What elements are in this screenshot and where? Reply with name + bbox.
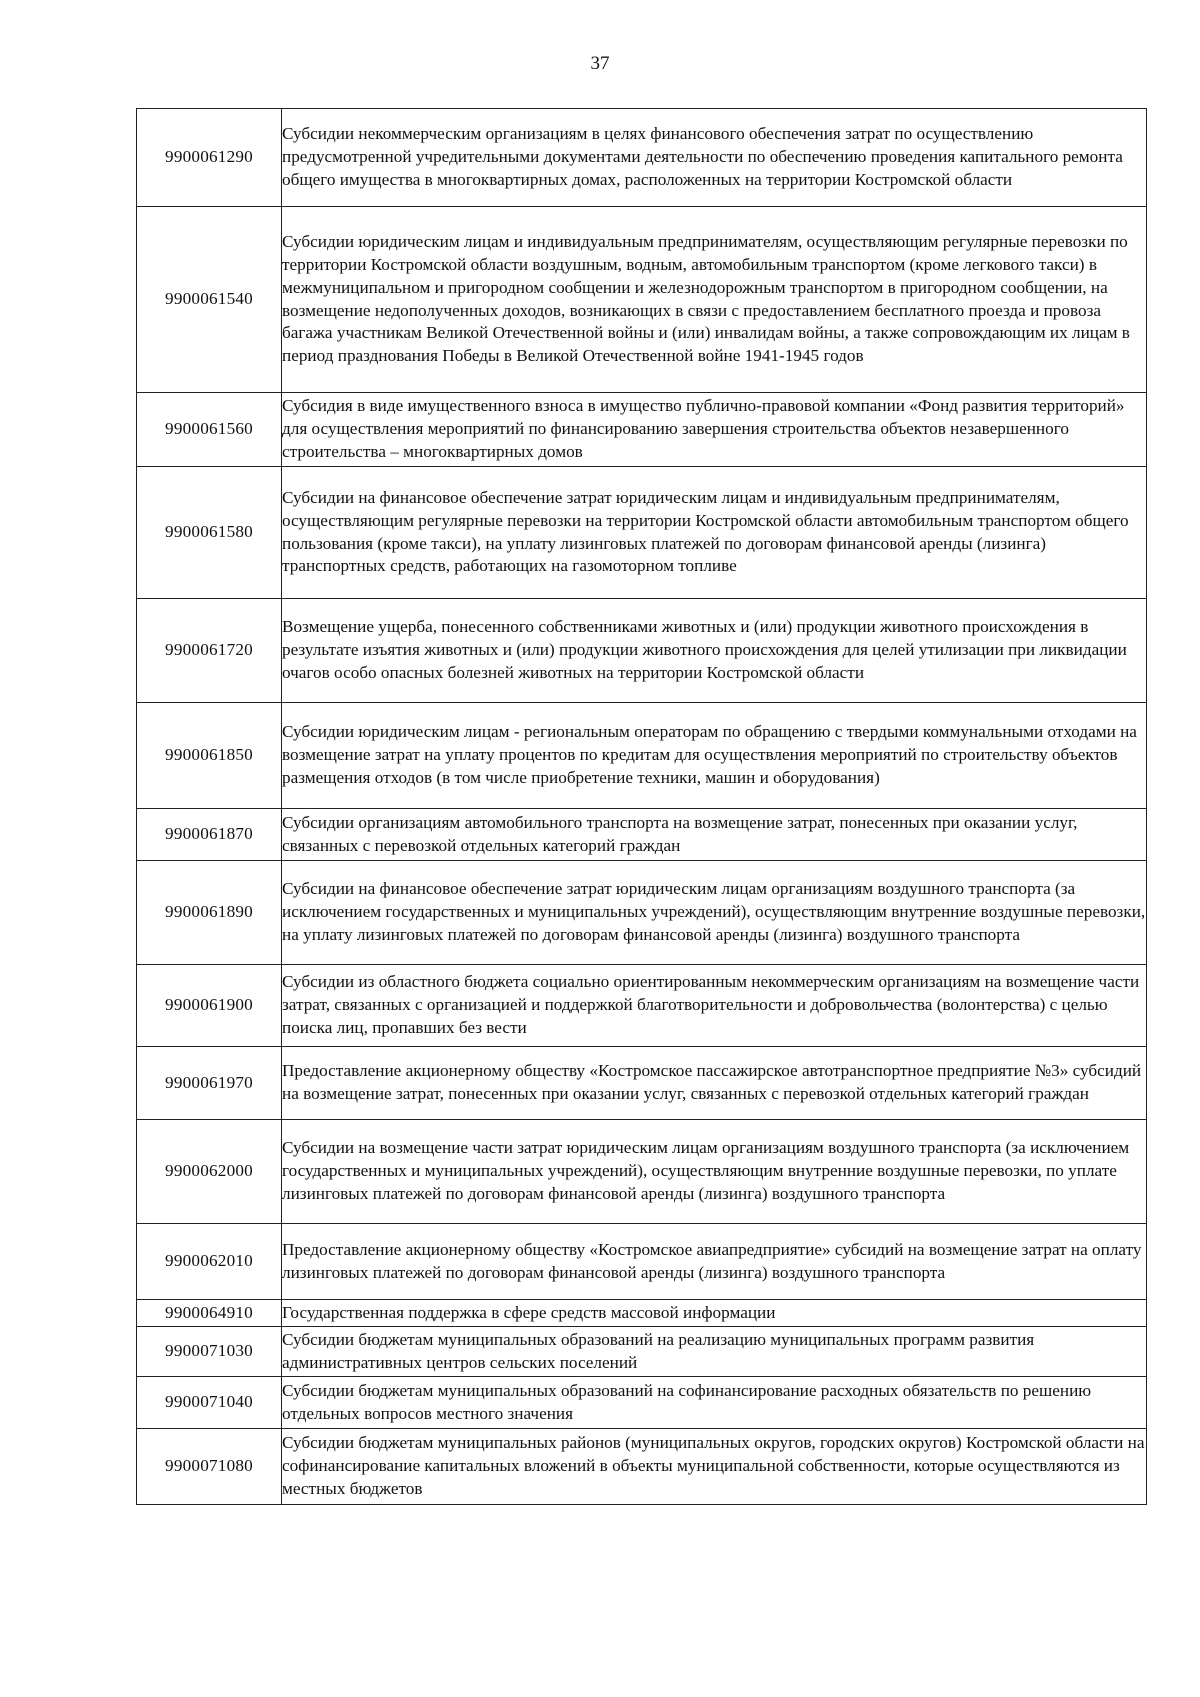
row-code: 9900061720 bbox=[137, 599, 282, 703]
table-row bbox=[137, 1224, 1147, 1300]
table-row bbox=[137, 1047, 1147, 1120]
table-row bbox=[137, 207, 1147, 393]
row-code: 9900061580 bbox=[137, 467, 282, 599]
row-code: 9900071040 bbox=[137, 1377, 282, 1429]
table-row bbox=[137, 703, 1147, 809]
table-row bbox=[137, 467, 1147, 599]
row-description: Субсидии организациям автомобильного транспорта на возмещение затрат, понесенных при оказании услуг, связанных с перевозкой отдельных категорий граждан bbox=[282, 809, 1147, 861]
budget-code-table bbox=[136, 108, 1147, 1505]
table-row bbox=[137, 1327, 1147, 1377]
row-description: Субсидии из областного бюджета социально ориентированным некоммерческим организациям на возмещение части затрат, связанных с организацией и поддержкой благотворительности и добровольчества (волонтерства) с целью поиска лиц, пропавших без вести bbox=[282, 965, 1147, 1047]
row-description: Субсидия в виде имущественного взноса в имущество публично-правовой компании «Фонд развития территорий» для осуществления мероприятий по финансированию завершения строительства объектов незавершенного строительства – многоквартирных домов bbox=[282, 393, 1147, 467]
row-code: 9900062010 bbox=[137, 1224, 282, 1300]
row-description: Субсидии бюджетам муниципальных районов (муниципальных округов, городских округов) Костромской области на софинансирование капитальных вложений в объекты муниципальной собственности, которые осуществляются из местных бюджетов bbox=[282, 1429, 1147, 1505]
row-description: Субсидии на возмещение части затрат юридическим лицам организациям воздушного транспорта (за исключением государственных и муниципальных учреждений), осуществляющим внутренние воздушные перевозки, по уплате лизинговых платежей по договорам финансовой аренды (лизинга) воздушного транспорта bbox=[282, 1120, 1147, 1224]
row-code: 9900061870 bbox=[137, 809, 282, 861]
row-description: Субсидии юридическим лицам - региональным операторам по обращению с твердыми коммунальными отходами на возмещение затрат на уплату процентов по кредитам для осуществления мероприятий по строительству объектов размещения отходов (в том числе приобретение техники, машин и оборудования) bbox=[282, 703, 1147, 809]
table-row bbox=[137, 861, 1147, 965]
row-description: Предоставление акционерному обществу «Костромское авиапредприятие» субсидий на возмещение затрат на оплату лизинговых платежей по договорам финансовой аренды (лизинга) воздушного транспорта bbox=[282, 1224, 1147, 1300]
row-description: Субсидии юридическим лицам и индивидуальным предпринимателям, осуществляющим регулярные перевозки по территории Костромской области воздушным, водным, автомобильным транспортом (кроме легкового такси) в межмуниципальном и пригородном сообщении и железнодорожным транспортом в пригородном сообщении, на возмещение недополученных доходов, возникающих в связи с предоставлением бесплатного проезда и провоза багажа участникам Великой Отечественной войны и (или) инвалидам войны, а также сопровождающим их лицам в период празднования Победы в Великой Отечественной войне 1941-1945 годов bbox=[282, 207, 1147, 393]
row-code: 9900061970 bbox=[137, 1047, 282, 1120]
row-code: 9900061290 bbox=[137, 109, 282, 207]
table-row bbox=[137, 599, 1147, 703]
row-code: 9900064910 bbox=[137, 1300, 282, 1327]
page-number: 37 bbox=[590, 53, 610, 74]
row-code: 9900061540 bbox=[137, 207, 282, 393]
row-description: Субсидии некоммерческим организациям в целях финансового обеспечения затрат по осуществлению предусмотренной учредительными документами деятельности по обеспечению проведения капитального ремонта общего имущества в многоквартирных домах, расположенных на территории Костромской области bbox=[282, 109, 1147, 207]
table-row bbox=[137, 1300, 1147, 1327]
row-description: Субсидии на финансовое обеспечение затрат юридическим лицам организациям воздушного транспорта (за исключением государственных и муниципальных учреждений), осуществляющим внутренние воздушные перевозки, на уплату лизинговых платежей по договорам финансовой аренды (лизинга) воздушного транспорта bbox=[282, 861, 1147, 965]
row-code: 9900071080 bbox=[137, 1429, 282, 1505]
row-code: 9900062000 bbox=[137, 1120, 282, 1224]
row-description: Предоставление акционерному обществу «Костромское пассажирское автотранспортное предприятие №3» субсидий на возмещение затрат, понесенных при оказании услуг, связанных с перевозкой отдельных категорий граждан bbox=[282, 1047, 1147, 1120]
table-row bbox=[137, 1377, 1147, 1429]
row-description: Субсидии бюджетам муниципальных образований на реализацию муниципальных программ развития административных центров сельских поселений bbox=[282, 1327, 1147, 1377]
row-code: 9900061900 bbox=[137, 965, 282, 1047]
table-row bbox=[137, 965, 1147, 1047]
table-row bbox=[137, 393, 1147, 467]
row-code: 9900061850 bbox=[137, 703, 282, 809]
row-description: Государственная поддержка в сфере средств массовой информации bbox=[282, 1300, 1147, 1327]
row-description: Субсидии бюджетам муниципальных образований на софинансирование расходных обязательств по решению отдельных вопросов местного значения bbox=[282, 1377, 1147, 1429]
row-code: 9900071030 bbox=[137, 1327, 282, 1377]
table-row bbox=[137, 109, 1147, 207]
row-description: Возмещение ущерба, понесенного собственниками животных и (или) продукции животного происхождения в результате изъятия животных и (или) продукции животного происхождения для целей утилизации при ликвидации очагов особо опасных болезней животных на территории Костромской области bbox=[282, 599, 1147, 703]
row-description: Субсидии на финансовое обеспечение затрат юридическим лицам и индивидуальным предпринимателям, осуществляющим регулярные перевозки на территории Костромской области автомобильным транспортом общего пользования (кроме такси), на уплату лизинговых платежей по договорам финансовой аренды (лизинга) транспортных средств, работающих на газомоторном топливе bbox=[282, 467, 1147, 599]
table-row bbox=[137, 809, 1147, 861]
table-row bbox=[137, 1429, 1147, 1505]
row-code: 9900061890 bbox=[137, 861, 282, 965]
table-row bbox=[137, 1120, 1147, 1224]
row-code: 9900061560 bbox=[137, 393, 282, 467]
